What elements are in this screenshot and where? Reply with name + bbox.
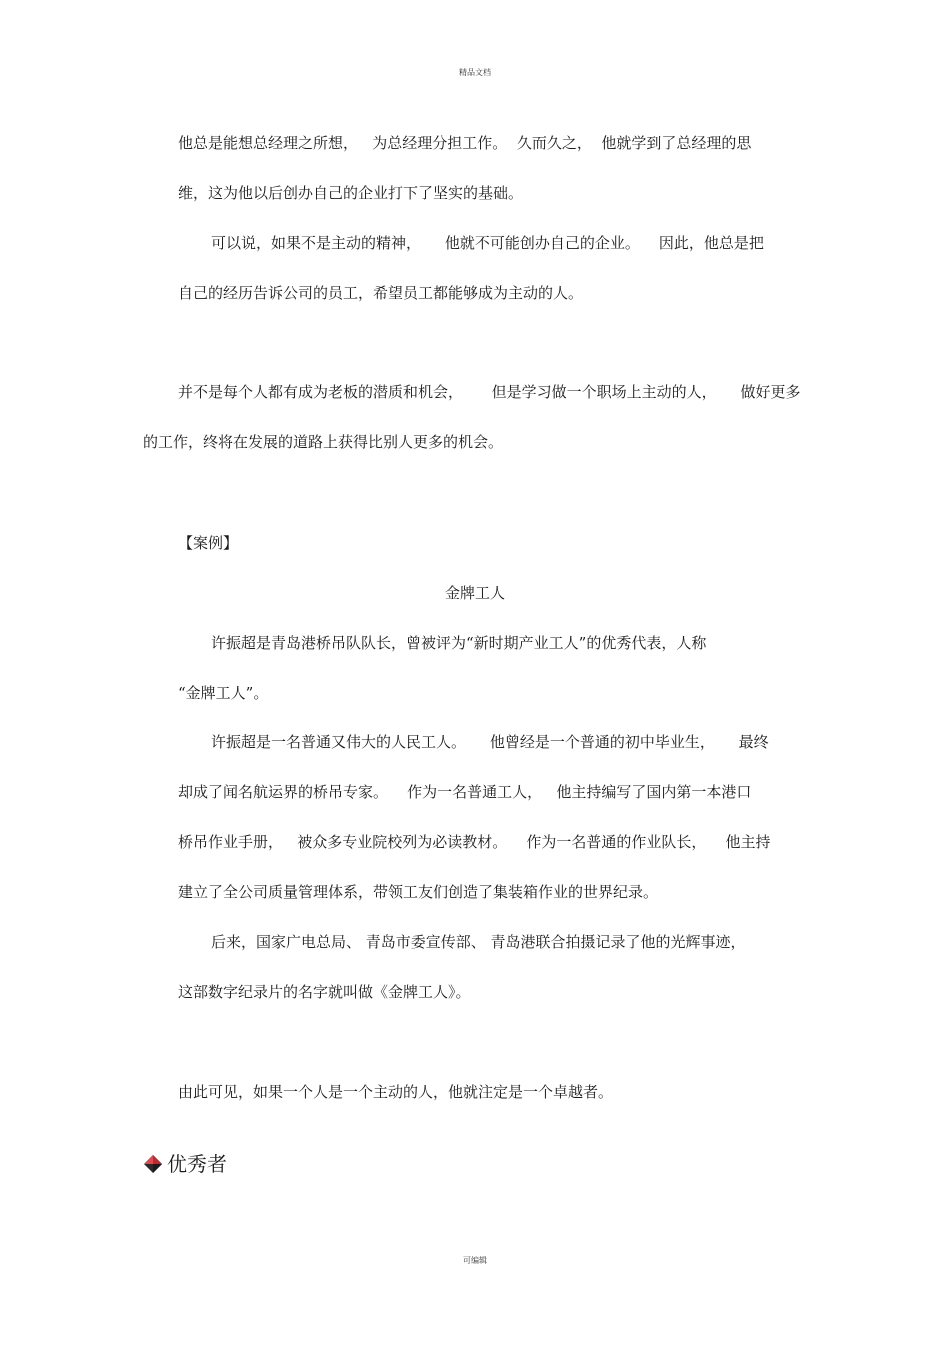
paragraph-line: 许振超是一名普通又伟大的人民工人。 他曾经是一个普通的初中毕业生， 最终 [211,733,769,751]
section-heading-text: 优秀者 [167,1152,227,1176]
paragraph-line: 却成了闻名航运界的桥吊专家。 作为一名普通工人， 他主持编写了国内第一本港口 [178,783,752,801]
red-diamond-bullet-icon [143,1154,163,1174]
paragraph-line: 他总是能想总经理之所想， 为总经理分担工作。 久而久之， 他就学到了总经理的思 [178,134,752,152]
paragraph-line: 建立了全公司质量管理体系，带领工友们创造了集装箱作业的世界纪录。 [178,883,659,901]
paragraph-line: “金牌工人”。 [178,684,269,702]
section-heading [143,1152,227,1176]
case-title: 金牌工人 [444,584,505,602]
paragraph-line: 并不是每个人都有成为老板的潜质和机会， 但是学习做一个职场上主动的人， 做好更多 [178,383,801,401]
case-label: 【案例】 [178,534,239,552]
paragraph-line: 桥吊作业手册， 被众多专业院校列为必读教材。 作为一名普通的作业队长， 他主持 [178,833,771,851]
paragraph-line: 后来，国家广电总局、 青岛市委宣传部、 青岛港联合拍摄记录了他的光辉事迹， [211,933,746,951]
paragraph-line: 的工作，终将在发展的道路上获得比别人更多的机会。 [143,433,504,451]
paragraph-line: 可以说，如果不是主动的精神， 他就不可能创办自己的企业。 因此，他总是把 [211,234,764,252]
conclusion-text: 由此可见，如果一个人是一个主动的人，他就注定是一个卓越者。 [178,1083,614,1101]
paragraph-line: 自己的经历告诉公司的员工，希望员工都能够成为主动的人。 [178,284,584,302]
page-footer: 可编辑 [463,1256,487,1265]
paragraph-line: 这部数字纪录片的名字就叫做《金牌工人》。 [178,983,471,1001]
paragraph-line: 许振超是青岛港桥吊队队长，曾被评为“新时期产业工人”的优秀代表，人称 [211,634,707,652]
paragraph-line: 维，这为他以后创办自己的企业打下了坚实的基础。 [178,184,524,202]
page-header: 精品文档 [459,68,491,77]
